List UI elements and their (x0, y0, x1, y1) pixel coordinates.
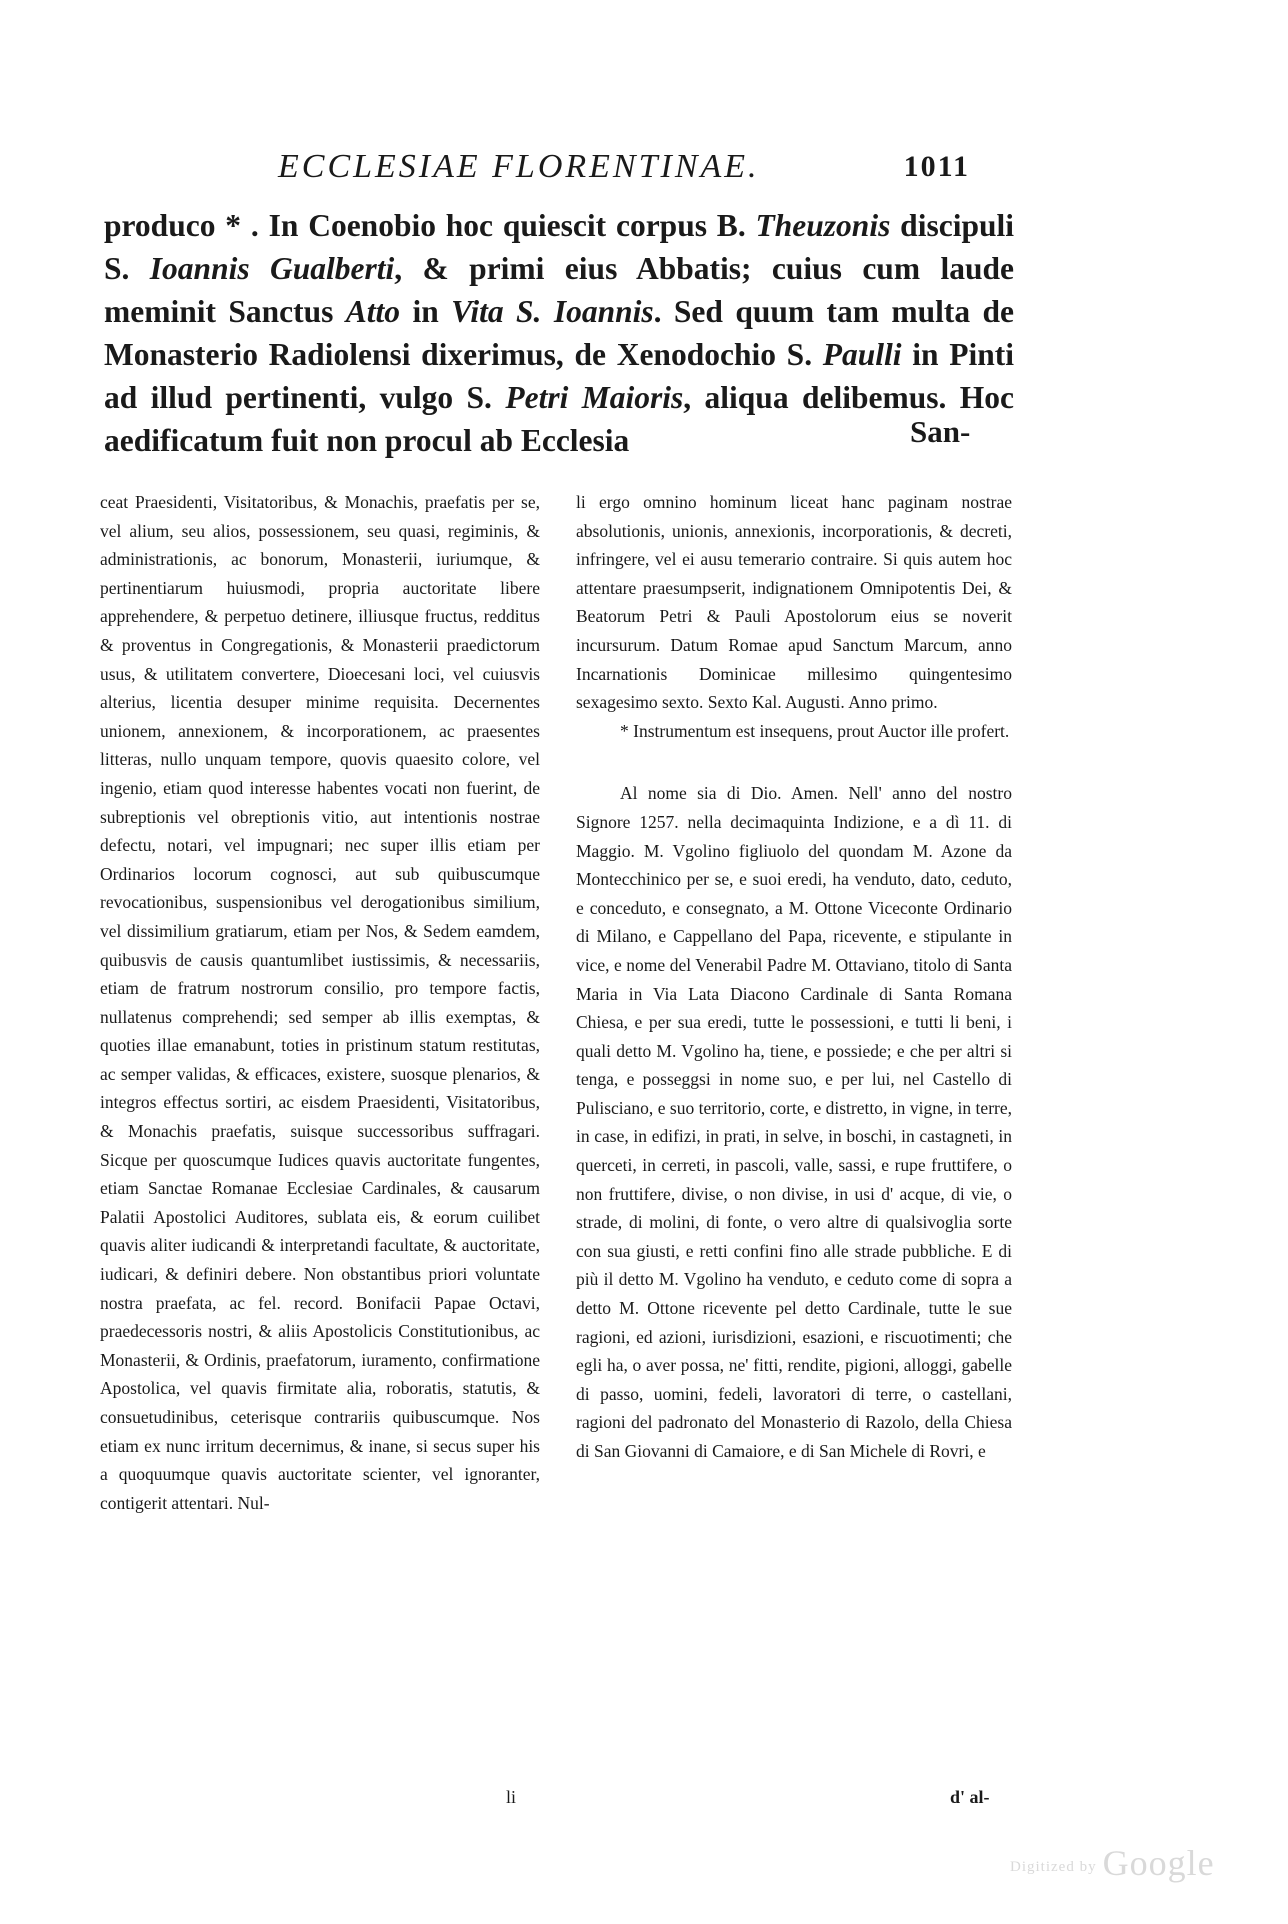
intro-text: , aliqua delibemus. Hoc aedificatum fuit non procul ab Ecclesia (104, 380, 1015, 458)
watermark-prefix: Digitized by (1010, 1859, 1097, 1875)
intro-italic: Petri Maioris (505, 380, 684, 415)
page-number: 1011 (903, 150, 970, 183)
watermark-logo: Google (1102, 1843, 1215, 1883)
intro-text: discipuli S. (104, 208, 1014, 286)
intro-paragraph (104, 204, 1014, 462)
intro-text: produco * . In Coenobio hoc quiescit corpus B. (104, 208, 756, 243)
intro-catchword: San- (910, 414, 971, 449)
left-column-text: ceat Praesidenti, Visitatoribus, & Monachis, praefatis per se, vel alium, seu alios, possessionem, seu quasi, regiminis, & administrationis, ac bonorum, Monasterii, iuriumque, & pertinentiarum huiusmodi, propria auctoritate libere apprehendere, & perpetuo detinere, illiusque fructus, redditus & proventus in Congregationis, & Monasterii praedictorum usus, & utilitatem convertere, Dioecesani loci, vel cuiusvis alterius, licentia desuper minime requisita. Decernentes unionem, annexionem, & incorporationem, ac praesentes litteras, nullo unquam tempore, quovis quaesito colore, vel ingenio, etiam quod interesse habentes vocati non fuerint, de subreptionis vel obreptionis vitio, aut intentionis nostrae defectu, notari, vel impugnari; nec super illis etiam per Ordinarios locorum cognosci, aut sub quibuscumque revocationibus, suspensionibus vel derogationibus similium, vel dissimilium gratiarum, etiam per Nos, & Sedem eamdem, quibusvis de causis quantumlibet iustissimis, & necessariis, etiam de fratrum nostrorum consilio, pro tempore factis, nullatenus comprehendi; sed semper ab illis exemptas, & quoties illae emanabunt, toties in pristinum statum restitutas, ac semper validas, & efficaces, existere, suosque plenarios, & integros effectus sortiri, ac eisdem Praesidenti, Visitatoribus, & Monachis praefatis, suisque successoribus suffragari. Sicque per quoscumque Iudices quavis auctoritate fungentes, etiam Sanctae Romanae Ecclesiae Cardinales, & causarum Palatii Apostolici Auditores, sublata eis, & eorum cuilibet quavis aliter iudicandi & interpretandi facultate, & auctoritate, iudicari, & definiri debere. Non obstantibus priori voluntate nostra praefata, ac fel. record. Bonifacii Papae Octavi, praedecessoris nostri, & aliis Apostolicis Constitutionibus, ac Monasterii, & Ordinis, praefatorum, iuramento, confirmatione Apostolica, vel quavis firmitate alia, roboratis, statutis, & consuetudinibus, ceterisque contrariis quibuscumque. Nos etiam ex nunc irritum decernimus, & inane, si secus super his a quoquumque quavis auctoritate scienter, vel ignoranter, contigerit attentari. Nul- (100, 492, 540, 1513)
right-column (576, 488, 1012, 1466)
intro-italic: Paulli (822, 337, 902, 372)
right-catchword: d' al- (950, 1787, 990, 1807)
intro-italic: Atto (345, 294, 401, 329)
running-head (270, 148, 970, 192)
left-catchword: li (506, 1787, 517, 1807)
left-column (100, 488, 540, 1517)
digitized-watermark (1010, 1842, 1215, 1884)
instrument-note: * Instrumentum est insequens, prout Auctor ille profert. (620, 720, 1010, 741)
intro-italic: Theuzonis (755, 208, 891, 243)
intro-italic: Ioannis Gualberti (149, 251, 395, 286)
bull-closing-paragraph: li ergo omnino hominum liceat hanc paginam nostrae absolutionis, unionis, annexionis, incorporationis, & decreti, infringere, vel ei ausu temerario contraire. Si quis autem hoc attentare praesumpserit, indignationem Omnipotentis Dei, & Beatorum Petri & Pauli Apostolorum eius se noverit incursurum. Datum Romae apud Sanctum Marcum, anno Incarnationis Dominicae millesimo quingentesimo sexagesimo sexto. Sexto Kal. Augusti. Anno primo. (576, 492, 1012, 713)
instrument-text: Al nome sia di Dio. Amen. Nell' anno del nostro Signore 1257. nella decimaquinta Indizione, e a dì 11. di Maggio. M. Vgolino figliuolo del quondam M. Azone da Montecchinico per se, e suoi eredi, ha venduto, dato, ceduto, e conceduto, e consegnato, a M. Ottone Viceconte Ordinario di Milano, e Cappellano del Papa, ricevente, e stipulante in vice, e nome del Venerabil Padre M. Ottaviano, titolo di Santa Maria in Via Lata Diacono Cardinale di Santa Romana Chiesa, e per sua eredi, tutte le possessioni, e tutti li beni, i quali detto M. Vgolino ha, tiene, e possiede; e che per altri si tenga, e posseggsi in nome suo, e per lui, nel Castello di Pulisciano, e suo territorio, corte, e distretto, in vigne, in terre, in case, in edifizi, in prati, in selve, in boschi, in castagneti, in querceti, in cerreti, in pascoli, valle, sassi, e rupe fruttifere, o non fruttifere, divise, o non divise, in usi d' acque, di vie, o strade, di molini, di fonte, o vero altre di qualsivoglia sorte con sua giusti, e retti confini fino alle strade pubbliche. E di più il detto M. Vgolino ha venduto, e ceduto come di sopra a detto M. Ottone ricevente pel detto Cardinale, tutte le sue ragioni, ed azioni, iurisdizioni, esazioni, e riscuotimenti; che egli ha, o aver possa, ne' fitti, rendite, pigioni, alloggi, gabelle di passo, uomini, fedeli, lavoratori di terre, o castellani, ragioni del padronato del Monasterio di Razolo, della Chiesa di San Giovanni di Camaiore, e di San Michele di Rovri, e (576, 783, 1012, 1461)
intro-text: , & primi eius Abbatis; cuius cum laude meminit Sanctus (104, 251, 1014, 329)
intro-text: . Sed quum tam multa de Monasterio Radiolensi dixerimus, de Xenodochio S. (104, 294, 1015, 372)
intro-italic: Vita S. Ioannis (451, 294, 654, 329)
intro-text: in (400, 294, 452, 329)
running-title: ECCLESIAE FLORENTINAE. (278, 148, 760, 185)
intro-text: in Pinti ad illud pertinenti, vulgo S. (104, 337, 1014, 415)
